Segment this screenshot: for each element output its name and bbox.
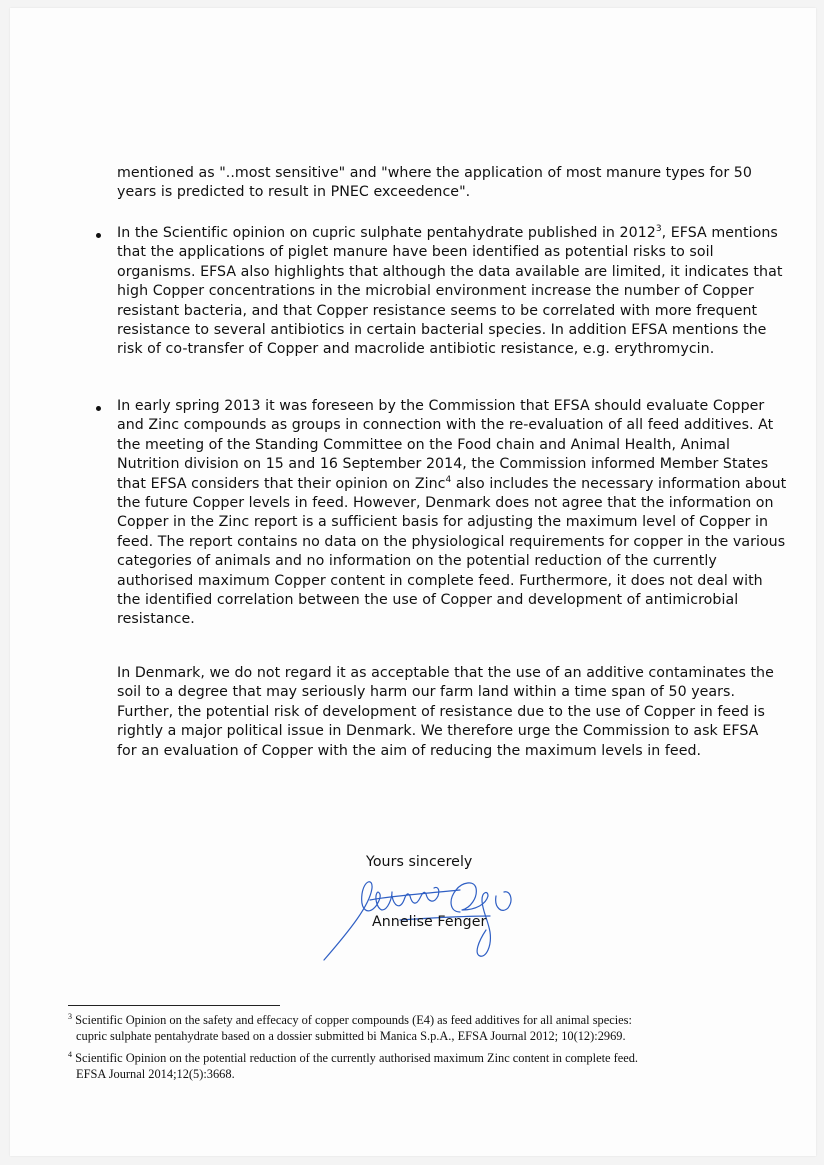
footnote-number: 3 — [68, 1012, 72, 1021]
signatory-name: Annelise Fenger — [372, 914, 487, 930]
document-page — [10, 8, 816, 1156]
bullet-item-2012-opinion — [117, 224, 787, 360]
footnote-4 — [68, 1051, 768, 1082]
bullet-item-2013-commission — [117, 397, 787, 630]
bullet-text-end: also includes the necessary information about the future Copper levels in feed. However, Denmark does not agree that the information on Copper in the Zinc report is a sufficient basis for adjusting the maximum level of Copper in feed. The report contains no data on the physiological requirements for copper in the various categories of animals and no information on the potential reduction of the currently authorised maximum Copper content in complete feed. Furthermore, it does not deal with the identified correlation between the use of Copper and development of antimicrobial resistance. — [117, 475, 787, 628]
footnote-text: Scientific Opinion on the safety and effecacy of copper compounds (E4) as feed additives for all animal species: — [75, 1013, 632, 1027]
continued-paragraph: mentioned as "..most sensitive" and "where the application of most manure types for 50 years is predicted to result in PNEC exceedence". — [117, 165, 752, 201]
footnote-text: EFSA Journal 2014;12(5):3668. — [76, 1066, 235, 1081]
footnote-number: 4 — [68, 1050, 72, 1059]
bullet-text-start: In early spring 2013 it was foreseen by the Commission that EFSA should evaluate Copper and Zinc compounds as groups in connection with the re-evaluation of all feed additives. At the meeting of the Standing Committee on the Food chain and Animal Health, Animal Nutrition division on 15 and 16 September 2014, the Commission informed Member States that EFSA considers that their opinion on Zinc — [117, 398, 774, 492]
footnote-text: cupric sulphate pentahydrate based on a dossier submitted bi Manica S.p.A., EFSA Journal 2012; 10(12):2969. — [76, 1028, 626, 1043]
footnote-separator — [68, 1005, 280, 1006]
bullet-point — [96, 406, 101, 411]
footnote-ref[interactable]: 3 — [655, 224, 662, 234]
footnote-text: Scientific Opinion on the potential reduction of the currently authorised maximum Zinc content in complete feed. — [75, 1051, 639, 1065]
bullet-point — [96, 233, 101, 238]
footnote-ref[interactable]: 4 — [445, 474, 452, 485]
closing-paragraph: In Denmark, we do not regard it as acceptable that the use of an additive contaminates the soil to a degree that may seriously harm our farm land within a time span of 50 years. Further, the potential risk of development of resistance due to the use of Copper in feed is rightly a major political issue in Denmark. We therefore urge the Commission to ask EFSA for an evaluation of Copper with the aim of reducing the maximum levels in feed. — [117, 665, 774, 759]
footnote-3 — [68, 1013, 768, 1044]
bullet-text-start: In the Scientific opinion on cupric sulphate pentahydrate published in 2012 — [117, 225, 656, 241]
bullet-text-end: , EFSA mentions that the applications of piglet manure have been identified as potential risks to soil organisms. EFSA also highlights that although the data available are limited, it indicates that high Copper concentrations in the microbial environment increase the number of Copper resistant bacteria, and that Copper resistance seems to be correlated with more frequent resistance to several antibiotics in certain bacterial species. In addition EFSA mentions the risk of co-transfer of Copper and macrolide antibiotic resistance, e.g. erythromycin. — [117, 225, 783, 358]
complimentary-close: Yours sincerely — [366, 854, 473, 870]
